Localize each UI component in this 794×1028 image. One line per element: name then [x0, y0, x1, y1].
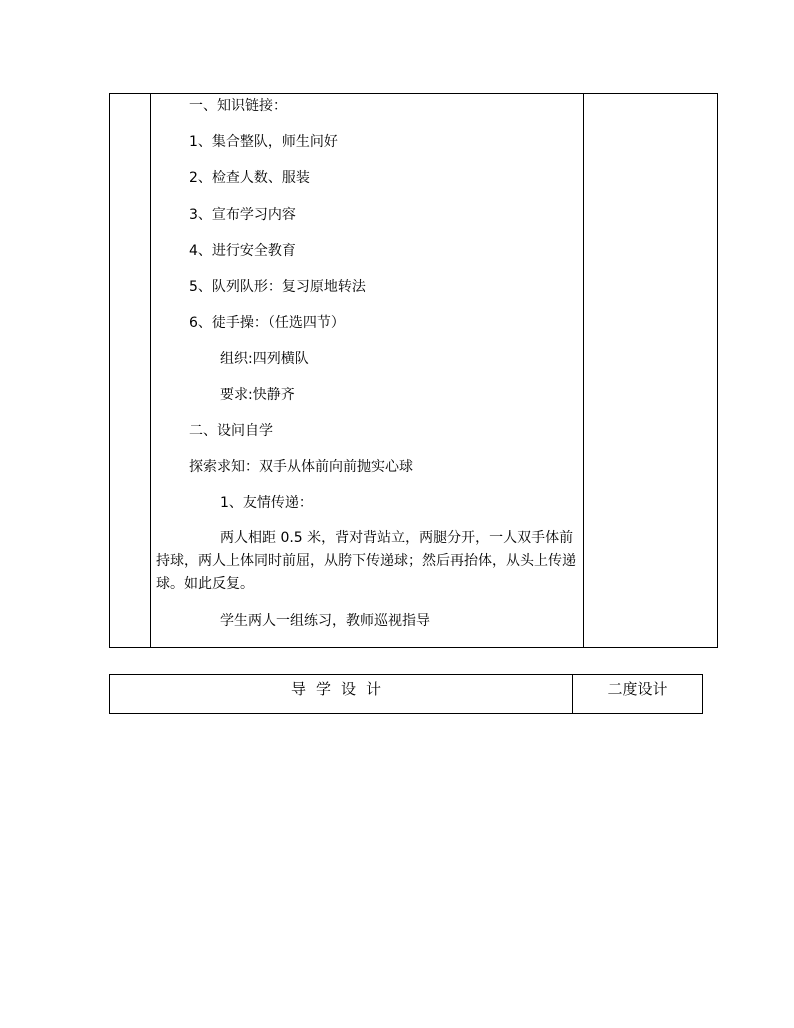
- step-line-2: 2、检查人数、服装: [189, 170, 310, 186]
- step-line-6: 6、徒手操：（任选四节）: [189, 315, 345, 331]
- step-line-1: 1、集合整队，师生问好: [189, 134, 338, 150]
- step-line-5: 5、队列队形：复习原地转法: [189, 279, 366, 295]
- lesson-content-table: [109, 93, 718, 648]
- section-knowledge-link: 一、知识链接：: [189, 98, 287, 114]
- section-self-study: 二、设问自学: [189, 423, 273, 439]
- second-design-header: 二度设计: [607, 680, 668, 698]
- lesson-content-column: [152, 94, 582, 647]
- blank-right-column: [583, 94, 717, 647]
- explore-line: 探索求知：双手从体前向前抛实心球: [189, 459, 413, 475]
- organization-line: 组织:四列横队: [220, 351, 309, 367]
- design-header-table: [109, 674, 703, 714]
- activity-description: 两人相距 0.5 米，背对背站立，两腿分开，一人双手体前持球，两人上体同时前屈，从胯下传递球；然后再抬体，从头上传递球。如此反复。: [156, 530, 576, 592]
- blank-left-column: [110, 94, 151, 647]
- friendship-pass-line: 1、友情传递：: [220, 495, 313, 511]
- step-line-3: 3、宣布学习内容: [189, 207, 296, 223]
- requirement-line: 要求:快静齐: [220, 387, 295, 403]
- guided-design-header: 导学设计: [290, 680, 391, 698]
- practice-line: 学生两人一组练习，教师巡视指导: [220, 613, 430, 629]
- step-line-4: 4、进行安全教育: [189, 243, 296, 259]
